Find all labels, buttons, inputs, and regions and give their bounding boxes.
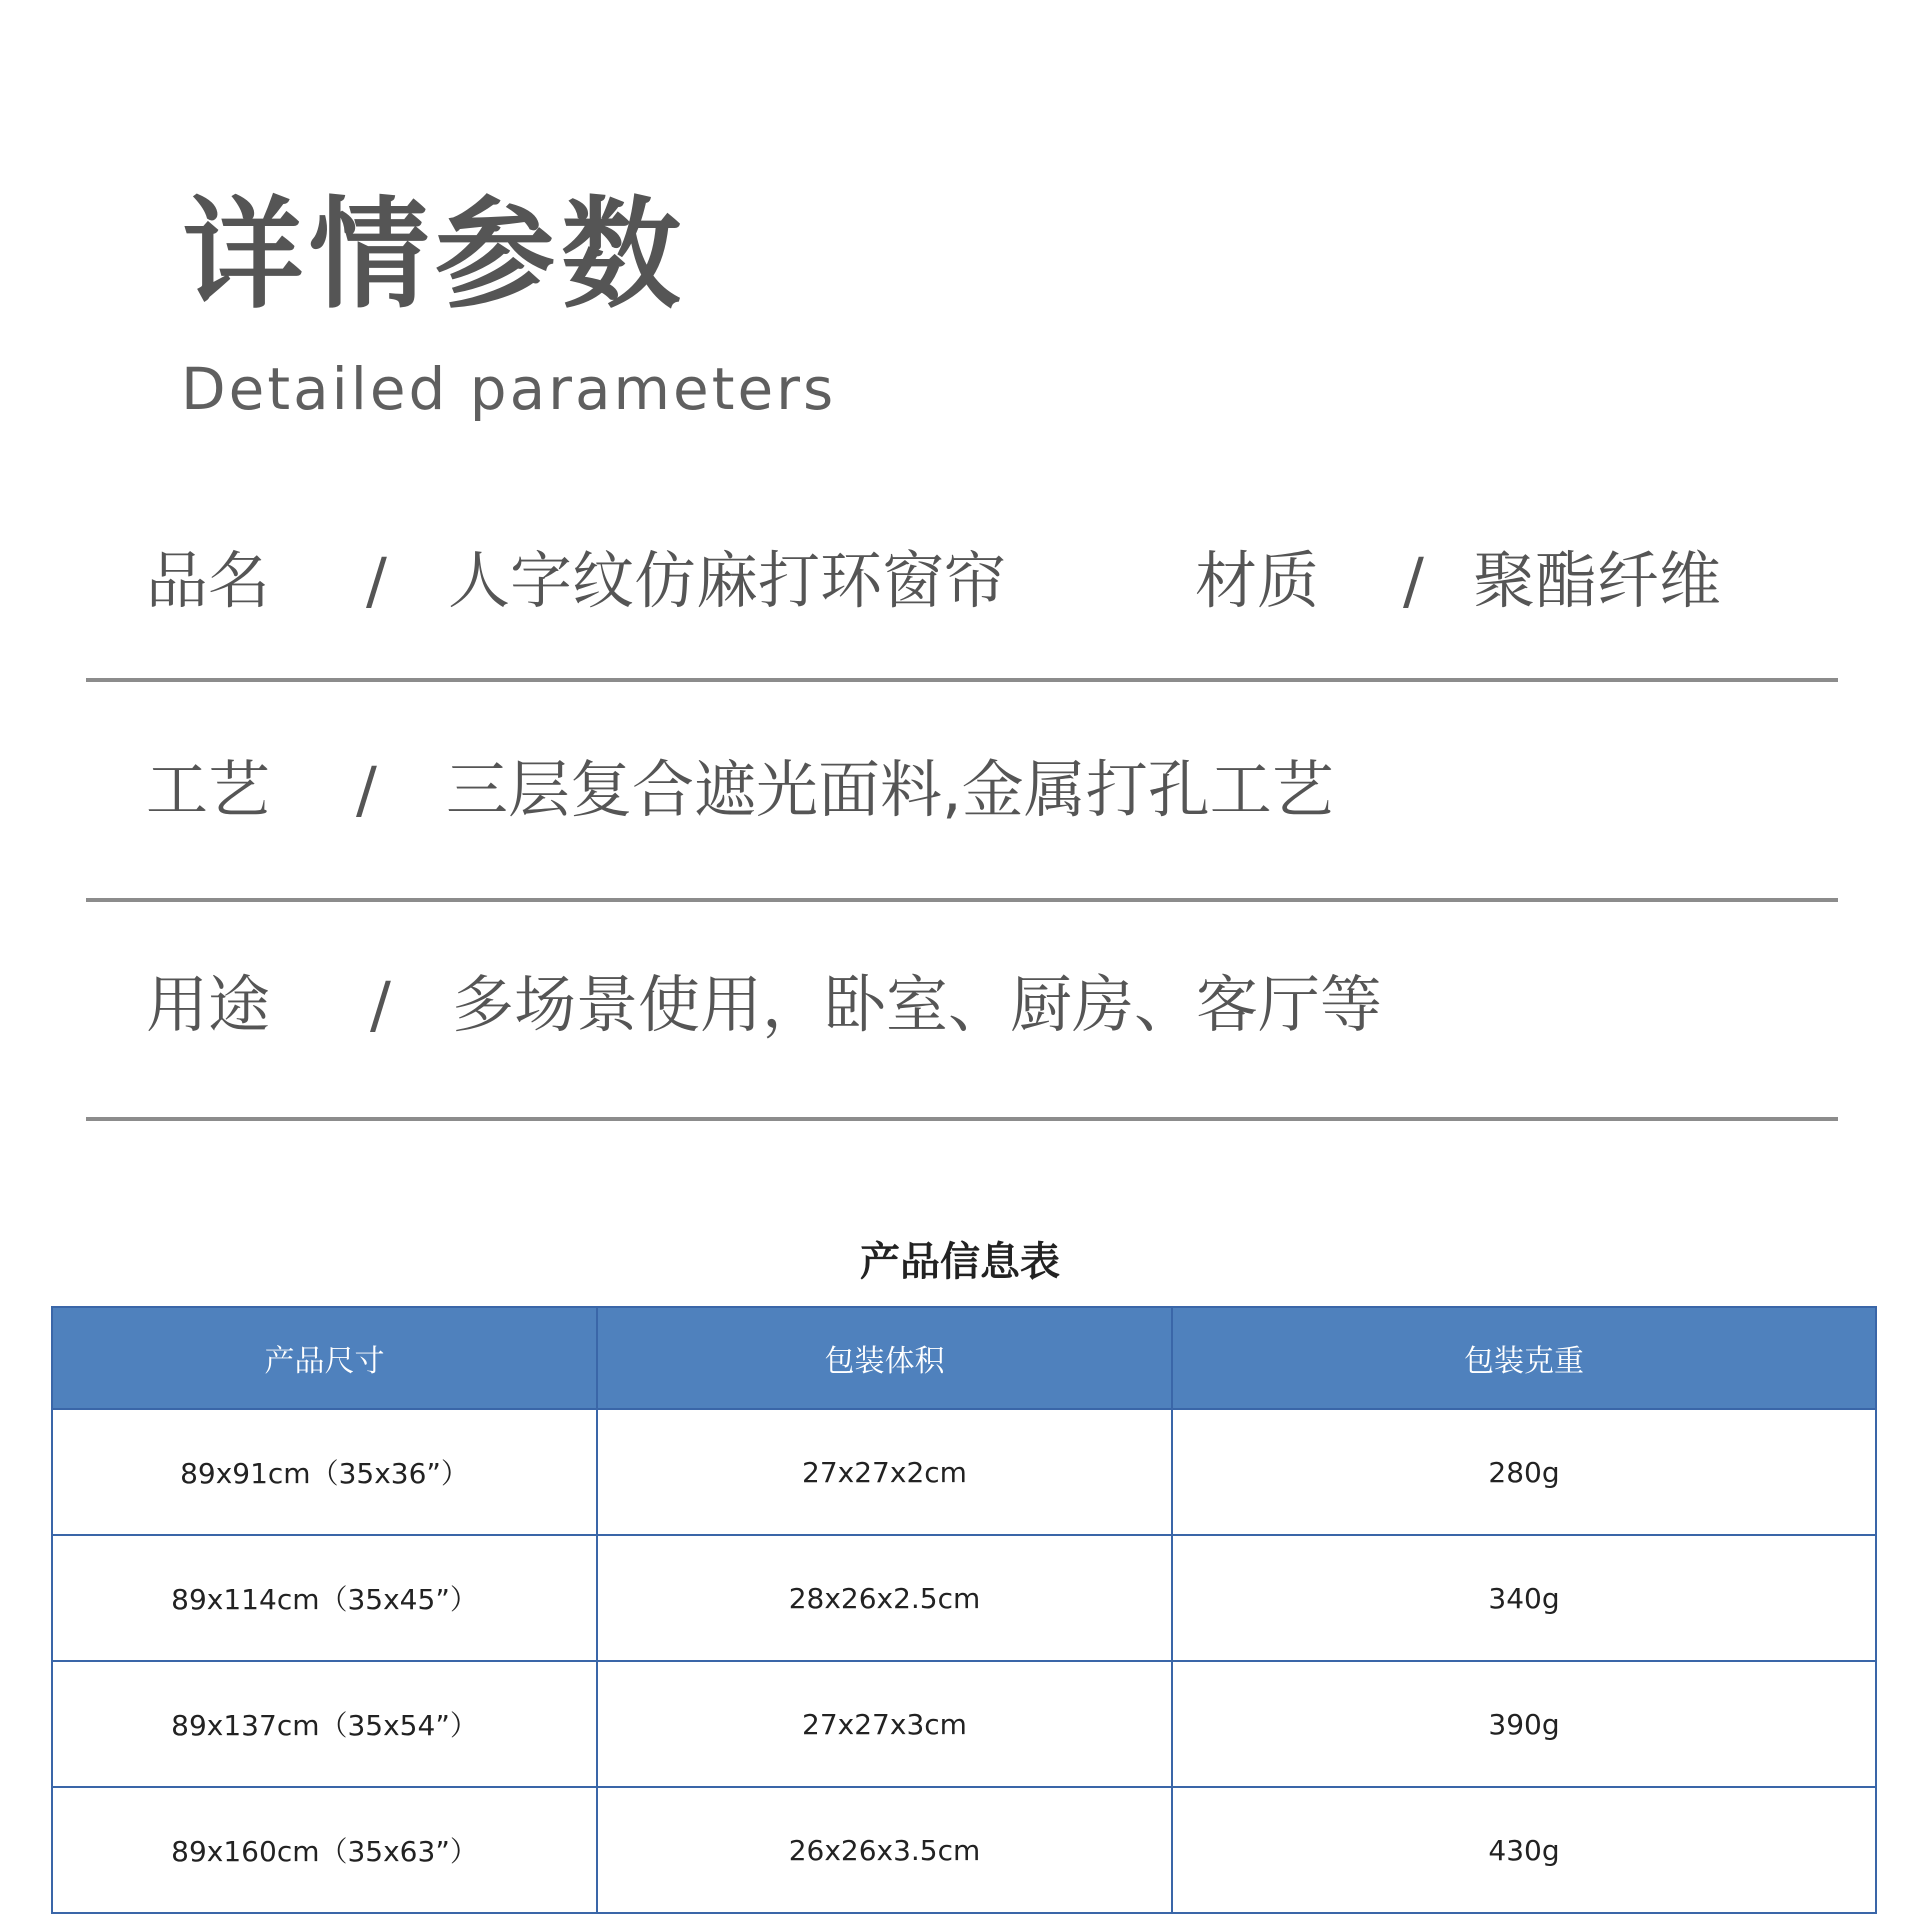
param-separator: / (366, 544, 387, 617)
param-row-craft (0, 745, 1920, 835)
param-label-craft: 工艺 (146, 753, 271, 826)
column-header-size: 产品尺寸 (52, 1307, 597, 1409)
cell-size: 89x137cm（35x54”） (52, 1661, 597, 1787)
table-row (52, 1535, 1876, 1661)
cell-package-volume: 26x26x3.5cm (597, 1787, 1172, 1913)
param-row-name-material (0, 536, 1920, 626)
cell-package-volume: 28x26x2.5cm (597, 1535, 1172, 1661)
table-row (52, 1661, 1876, 1787)
param-label-material: 材质 (1195, 544, 1320, 617)
cell-size: 89x91cm（35x36”） (52, 1409, 597, 1535)
table-row (52, 1409, 1876, 1535)
param-separator: / (370, 968, 391, 1041)
page-title: 详情参数 (183, 186, 687, 325)
divider (86, 1117, 1838, 1121)
cell-size: 89x114cm（35x45”） (52, 1535, 597, 1661)
cell-package-weight: 430g (1172, 1787, 1876, 1913)
page-subtitle: Detailed parameters (181, 355, 837, 423)
param-row-usage (0, 960, 1920, 1050)
param-value-name: 人字纹仿麻打环窗帘 (448, 544, 1007, 617)
param-separator: / (356, 753, 377, 826)
cell-package-volume: 27x27x2cm (597, 1409, 1172, 1535)
divider (86, 678, 1838, 682)
param-label-name: 品名 (146, 544, 271, 617)
cell-package-volume: 27x27x3cm (597, 1661, 1172, 1787)
param-separator: / (1403, 544, 1424, 617)
product-info-table (51, 1306, 1877, 1914)
cell-size: 89x160cm（35x63”） (52, 1787, 597, 1913)
param-value-material: 聚酯纤维 (1473, 544, 1722, 617)
cell-package-weight: 280g (1172, 1409, 1876, 1535)
column-header-package-weight: 包装克重 (1172, 1307, 1876, 1409)
param-value-craft: 三层复合遮光面料,金属打孔工艺 (446, 753, 1334, 826)
table-header-row (52, 1307, 1876, 1409)
param-label-usage: 用途 (146, 968, 271, 1041)
cell-package-weight: 390g (1172, 1661, 1876, 1787)
column-header-package-volume: 包装体积 (597, 1307, 1172, 1409)
table-title: 产品信息表 (860, 1239, 1060, 1285)
table-row (52, 1787, 1876, 1913)
divider (86, 898, 1838, 902)
cell-package-weight: 340g (1172, 1535, 1876, 1661)
param-value-usage: 多场景使用，卧室、厨房、客厅等 (452, 968, 1383, 1041)
